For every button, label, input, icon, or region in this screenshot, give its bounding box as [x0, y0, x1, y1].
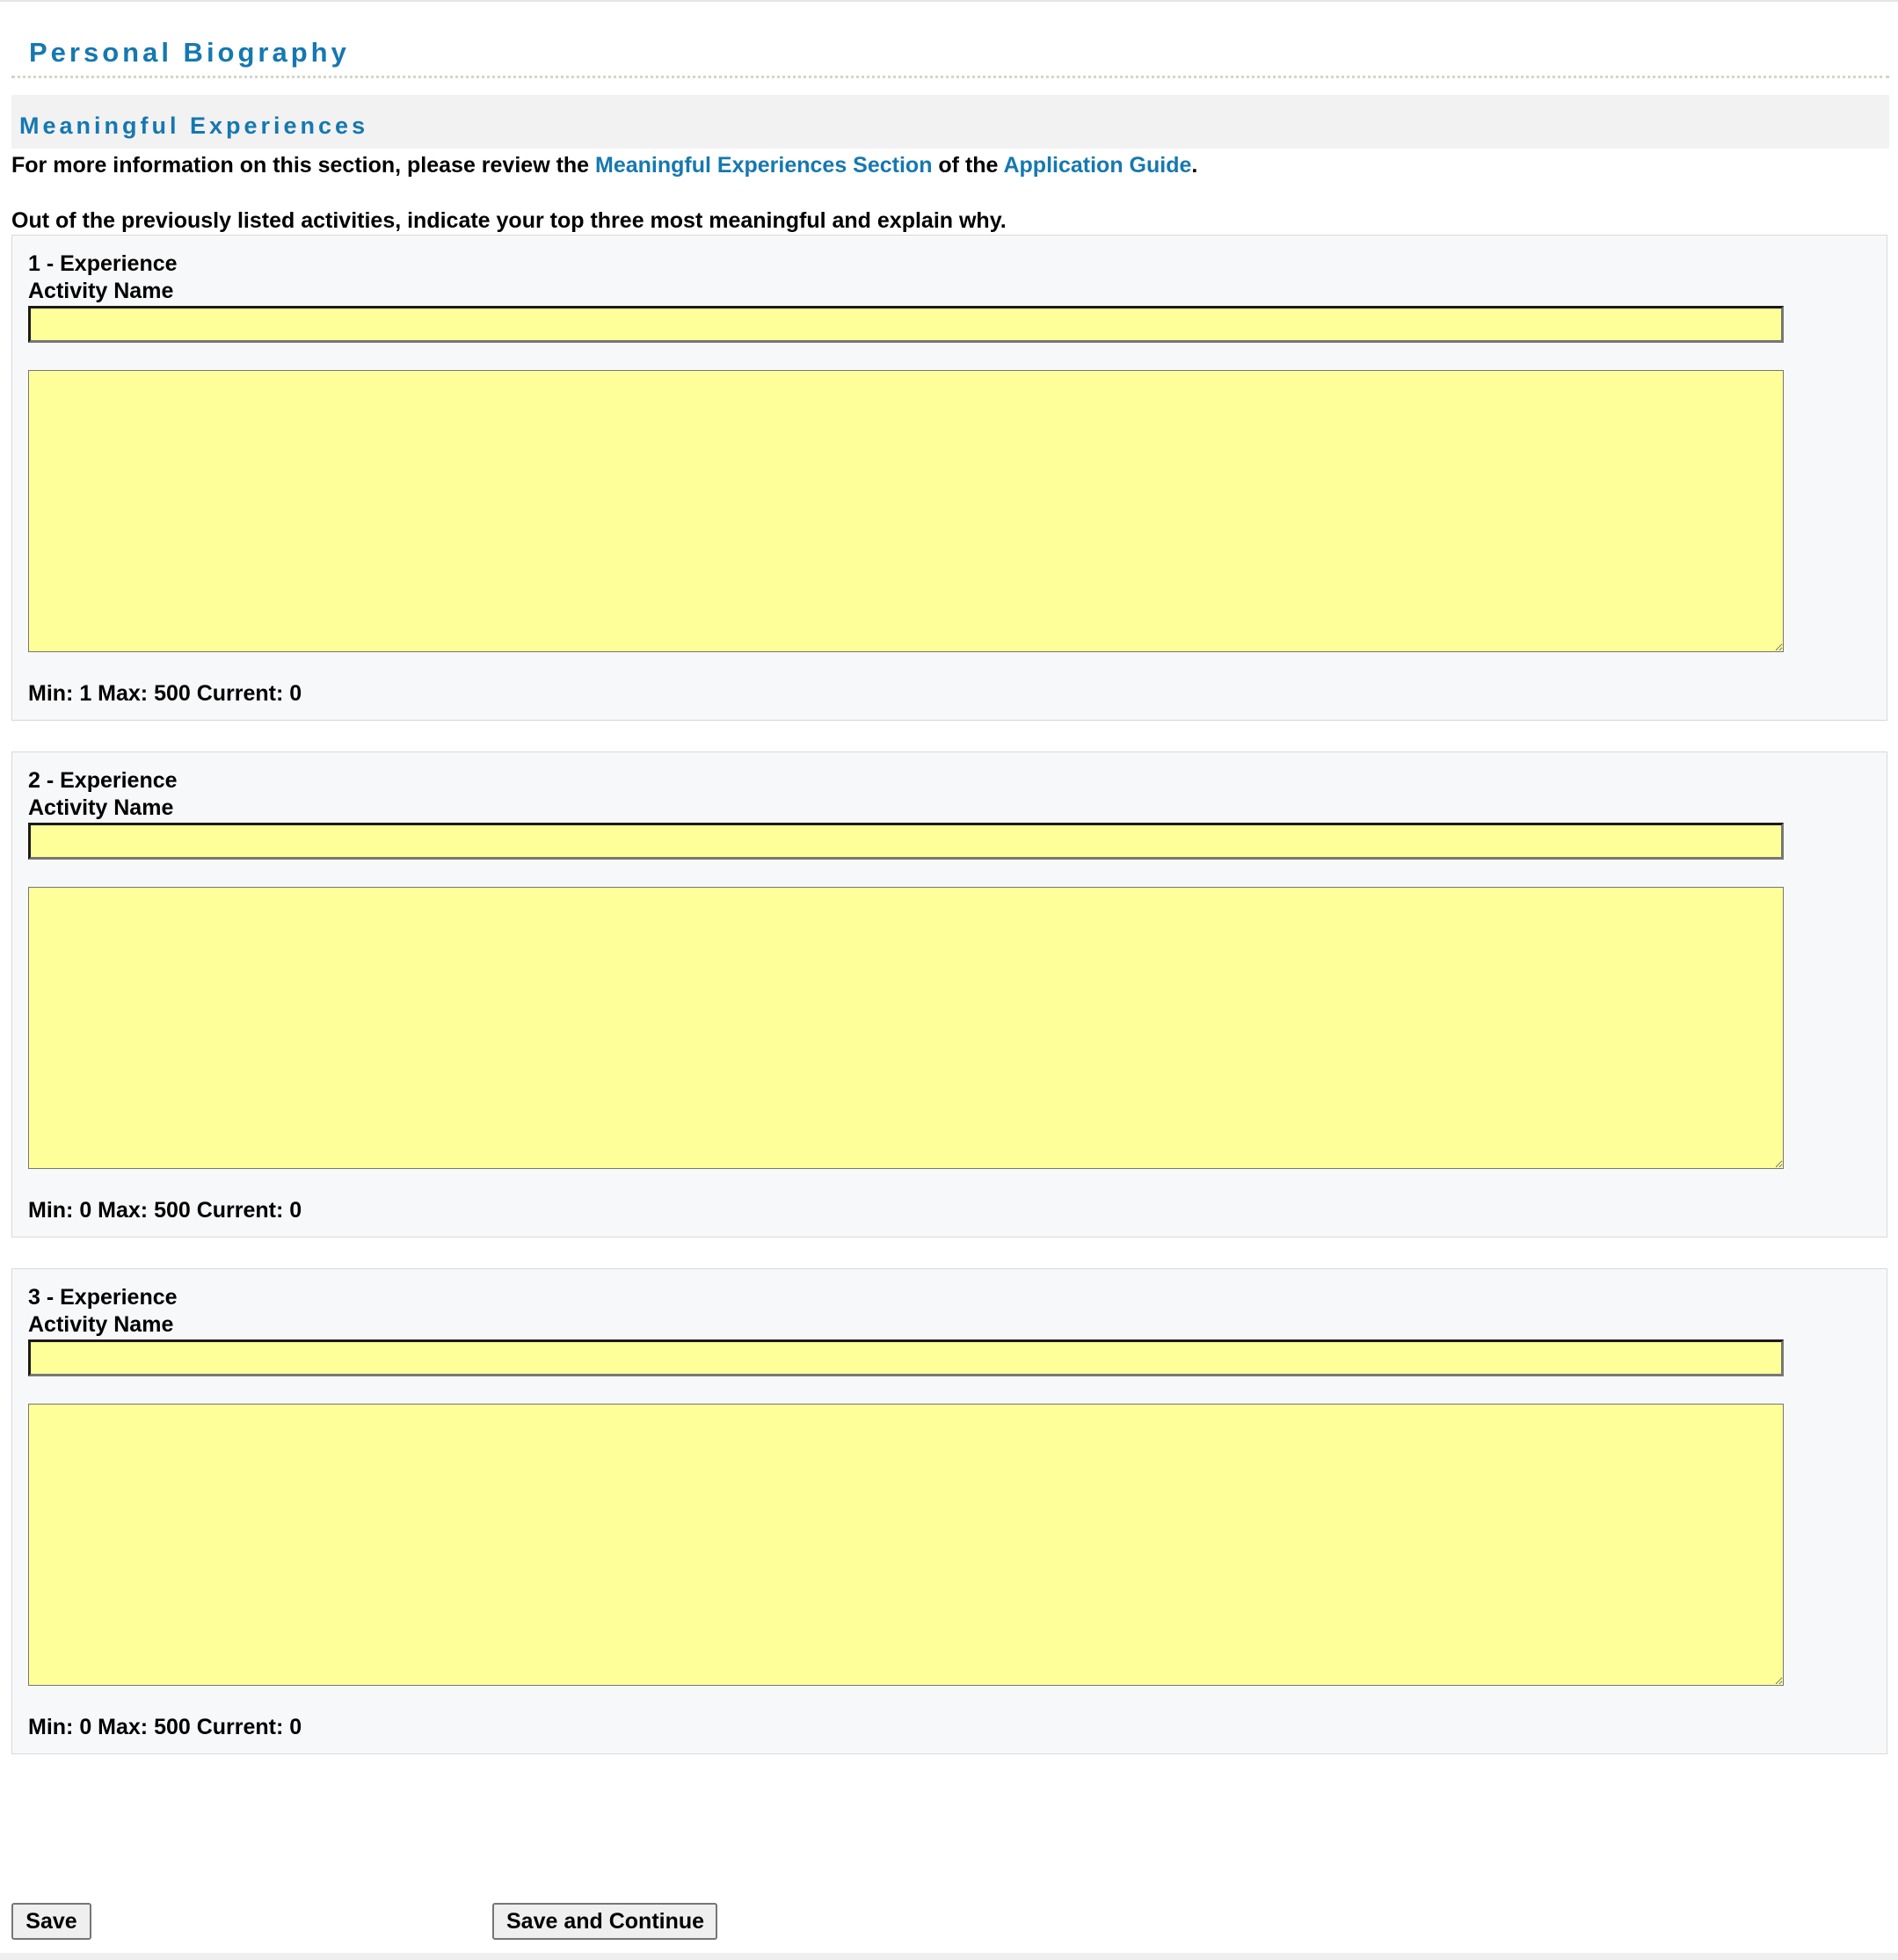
- activity-name-input-1[interactable]: [28, 306, 1784, 343]
- bottom-rule: [0, 1953, 1898, 1960]
- info-suffix: .: [1191, 153, 1198, 178]
- activity-name-input-2[interactable]: [28, 823, 1784, 860]
- experience-heading: 3 - Experience: [28, 1285, 178, 1310]
- meaningful-experiences-section-link[interactable]: Meaningful Experiences Section: [595, 153, 933, 178]
- application-guide-link[interactable]: Application Guide: [1003, 153, 1192, 178]
- info-prefix: For more information on this section, please review the: [11, 153, 596, 178]
- section-title: Meaningful Experiences: [19, 113, 369, 139]
- top-rule: [0, 0, 1898, 2]
- experience-description-textarea-3[interactable]: [28, 1404, 1784, 1686]
- experience-heading: 1 - Experience: [28, 251, 178, 276]
- experience-description-textarea-2[interactable]: [28, 887, 1784, 1169]
- experience-panel-3: [11, 1268, 1887, 1754]
- activity-name-input-3[interactable]: [28, 1339, 1784, 1376]
- activity-name-label: Activity Name: [28, 795, 174, 820]
- page-title: Personal Biography: [29, 37, 350, 68]
- character-counter: Min: 0 Max: 500 Current: 0: [28, 1715, 302, 1739]
- experience-panel-2: [11, 751, 1887, 1238]
- character-counter: Min: 1 Max: 500 Current: 0: [28, 681, 302, 706]
- character-counter: Min: 0 Max: 500 Current: 0: [28, 1198, 302, 1223]
- save-and-continue-button[interactable]: Save and Continue: [492, 1903, 717, 1940]
- activity-name-label: Activity Name: [28, 279, 174, 303]
- experience-description-textarea-1[interactable]: [28, 370, 1784, 652]
- experience-panel-1: [11, 235, 1887, 721]
- title-divider: [11, 76, 1889, 78]
- section-info-text: [11, 151, 1197, 179]
- activity-name-label: Activity Name: [28, 1312, 174, 1337]
- info-middle: of the: [932, 153, 1004, 178]
- instruction-text: Out of the previously listed activities, indicate your top three most meaningful and explain why.: [11, 208, 1007, 233]
- save-button[interactable]: Save: [11, 1903, 91, 1940]
- section-header: [11, 95, 1889, 149]
- experience-heading: 2 - Experience: [28, 768, 178, 793]
